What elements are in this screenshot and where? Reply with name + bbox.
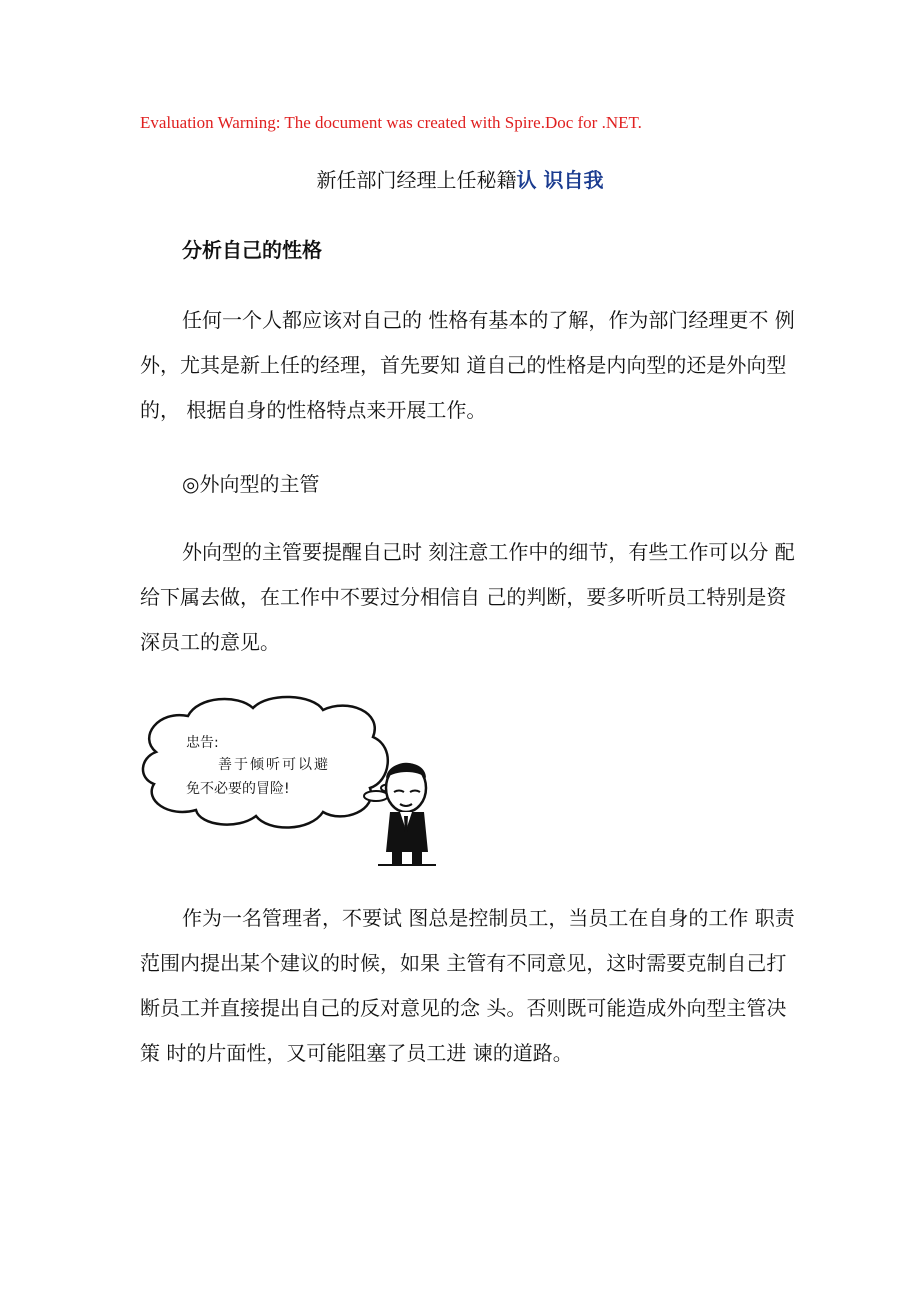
subheading: ◎外向型的主管 bbox=[182, 472, 320, 496]
paragraph-3: 作为一名管理者，不要试 图总是控制员工，当员工在自身的工作 职责范围内提出某个建议的时候，如果 主管有不同意见，这时需要克制自己打 断员工并直接提出自己的反对意见的念 头。否则既可能造成外向型主管决策 时的片面性，又可能阻塞了员工进 谏的道路。 bbox=[140, 906, 795, 1065]
paragraph-2: 外向型的主管要提醒自己时 刻注意工作中的细节，有些工作可以分 配给下属去做，在工作中不要过分相信自 己的判断，要多听听员工特别是资深员工的意见。 bbox=[140, 540, 795, 654]
advice-label: 忠告: bbox=[186, 735, 219, 751]
advice-illustration bbox=[138, 692, 438, 868]
title-highlight: 认 识自我 bbox=[516, 168, 604, 192]
advice-line-2: 免不必要的冒险! bbox=[186, 781, 290, 797]
section-heading: 分析自己的性格 bbox=[182, 238, 322, 262]
document-title bbox=[0, 164, 920, 193]
evaluation-warning: Evaluation Warning: The document was created with Spire.Doc for .NET. bbox=[140, 113, 642, 132]
paragraph-1: 任何一个人都应该对自己的 性格有基本的了解，作为部门经理更不 例外，尤其是新上任的经理，首先要知 道自己的性格是内向型的还是外向型的， 根据自身的性格特点来开展工作。 bbox=[140, 308, 795, 422]
advice-line-1: 善于倾听可以避 bbox=[218, 757, 330, 773]
businessman-icon bbox=[378, 763, 436, 865]
title-main: 新任部门经理上任秘籍 bbox=[316, 168, 517, 192]
